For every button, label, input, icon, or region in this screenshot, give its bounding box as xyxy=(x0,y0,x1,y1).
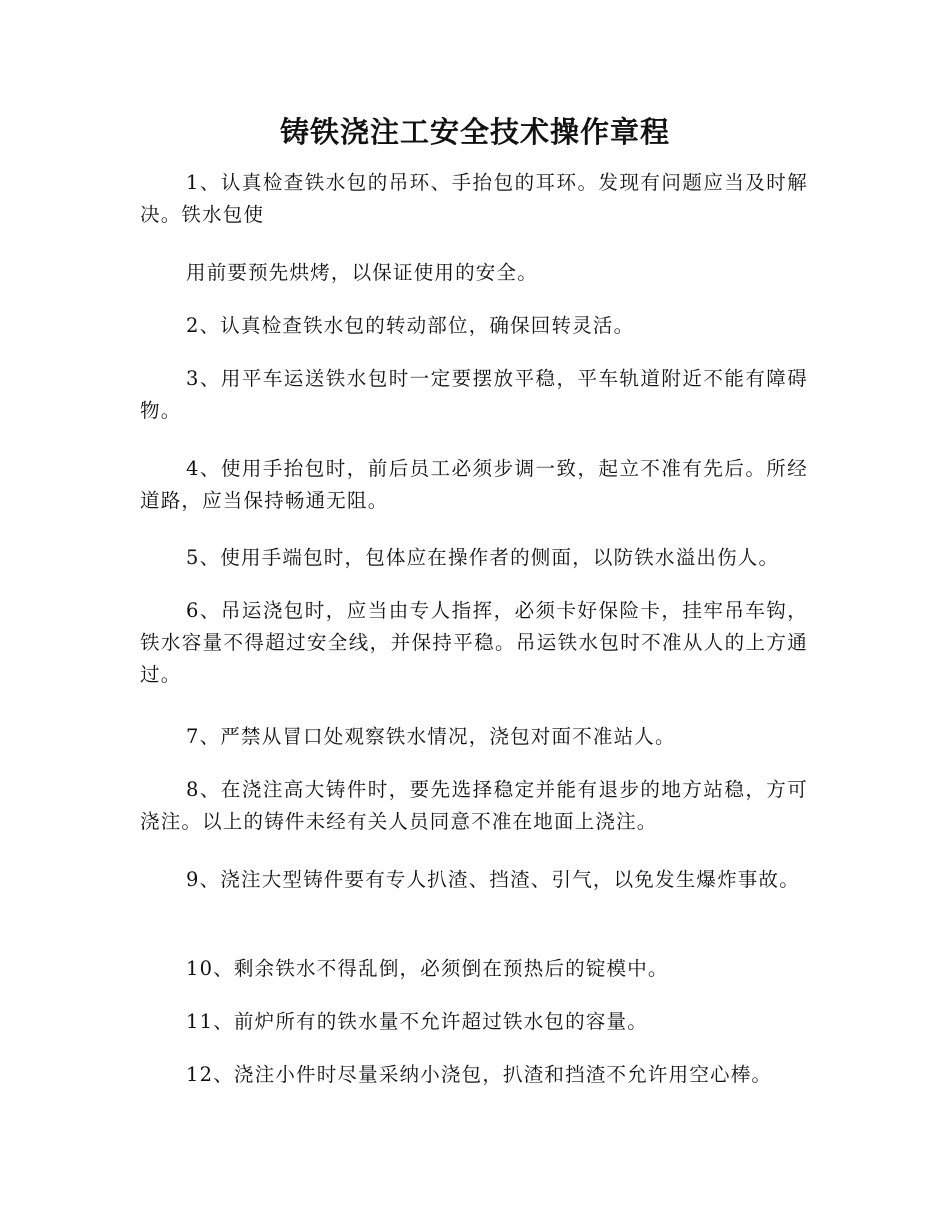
paragraph-9: 9、浇注大型铸件要有专人扒渣、挡渣、引气，以免发生爆炸事故。 xyxy=(186,868,800,891)
document-title: 铸铁浇注工安全技术操作章程 xyxy=(279,115,670,149)
paragraph-11: 11、前炉所有的铁水量不允许超过铁水包的容量。 xyxy=(186,1010,648,1033)
paragraph-5: 5、使用手端包时，包体应在操作者的侧面，以防铁水溢出伤人。 xyxy=(186,546,780,569)
paragraph-3: 3、用平车运送铁水包时一定要摆放平稳，平车轨道附近不能有障碍物。 xyxy=(140,367,808,422)
paragraph-12: 12、浇注小件时尽量采纳小浇包，扒渣和挡渣不允许用空心棒。 xyxy=(186,1063,773,1086)
paragraph-10: 10、剩余铁水不得乱倒，必须倒在预热后的锭模中。 xyxy=(186,957,669,980)
paragraph-7: 7、严禁从冒口处观察铁水情况，浇包对面不准站人。 xyxy=(186,725,676,748)
paragraph-8: 8、在浇注高大铸件时，要先选择稳定并能有退步的地方站稳，方可浇注。以上的铸件未经有关人员同意不准在地面上浇注。 xyxy=(140,778,808,833)
paragraph-6: 6、吊运浇包时，应当由专人指挥，必须卡好保险卡，挂牢吊车钩，铁水容量不得超过安全线，并保持平稳。吊运铁水包时不准从人的上方通过。 xyxy=(140,599,808,686)
paragraph-4: 4、使用手抬包时，前后员工必须步调一致，起立不准有先后。所经道路，应当保持畅通无阻。 xyxy=(140,457,808,512)
paragraph-1: 1、认真检查铁水包的吊环、手抬包的耳环。发现有问题应当及时解决。铁水包使 xyxy=(140,171,808,226)
paragraph-1-continued: 用前要预先烘烤，以保证使用的安全。 xyxy=(186,261,538,284)
paragraph-2: 2、认真检查铁水包的转动部位，确保回转灵活。 xyxy=(186,314,635,337)
